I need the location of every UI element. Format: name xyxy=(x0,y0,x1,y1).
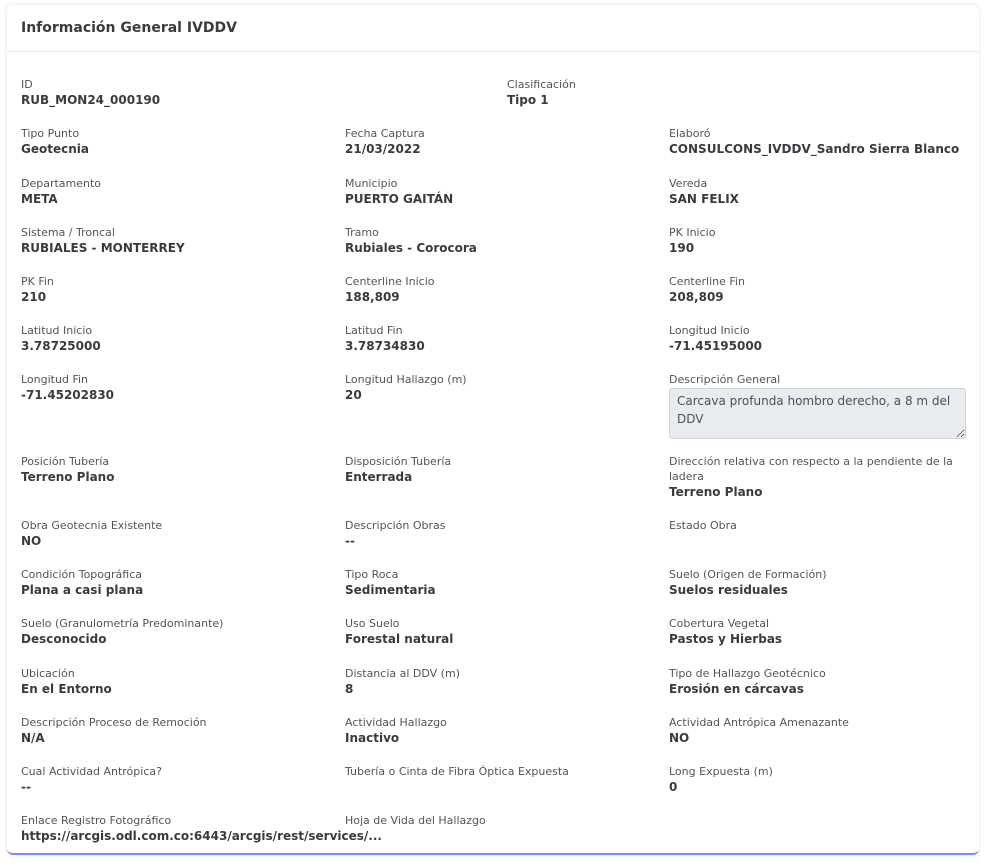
field-label: Longitud Fin xyxy=(21,373,88,386)
field-value: 21/03/2022 xyxy=(345,142,421,156)
field-value: Desconocido xyxy=(21,632,107,646)
field-longitud-hallazgo xyxy=(345,372,645,404)
field-tipo-roca xyxy=(345,567,645,599)
descripcion-general-textarea[interactable] xyxy=(669,388,966,439)
field-value: Enterrada xyxy=(345,470,413,484)
field-departamento xyxy=(21,176,321,208)
field-sistema-troncal xyxy=(21,225,321,257)
field-value: 3.78725000 xyxy=(21,339,101,353)
field-label: Fecha Captura xyxy=(345,127,425,140)
field-value: NO xyxy=(669,731,690,745)
field-label: Tipo Punto xyxy=(21,127,80,140)
field-label: Longitud Hallazgo (m) xyxy=(345,373,467,386)
field-longitud-inicio xyxy=(669,323,969,355)
field-value: Suelos residuales xyxy=(669,583,788,597)
field-enlace-registro xyxy=(21,813,382,845)
field-label: Cual Actividad Antrópica? xyxy=(21,765,162,778)
field-value: 208,809 xyxy=(669,290,724,304)
field-posicion-tuberia xyxy=(21,454,321,486)
field-label: Hoja de Vida del Hallazgo xyxy=(345,814,486,827)
field-tuberia-fibra xyxy=(345,764,645,779)
field-tramo xyxy=(345,225,645,257)
field-value: RUBIALES - MONTERREY xyxy=(21,241,185,255)
field-label: Descripción Obras xyxy=(345,519,446,532)
field-tipo-hallazgo xyxy=(669,666,969,698)
field-label: Suelo (Origen de Formación) xyxy=(669,568,827,581)
field-label: Centerline Inicio xyxy=(345,275,435,288)
field-cual-actividad xyxy=(21,764,321,796)
field-pk-fin xyxy=(21,274,321,306)
field-centerline-inicio xyxy=(345,274,645,306)
field-pk-inicio xyxy=(669,225,969,257)
field-hoja-vida xyxy=(345,813,645,828)
field-value: META xyxy=(21,192,58,206)
field-fecha-captura xyxy=(345,126,645,158)
field-value: 190 xyxy=(669,241,695,255)
field-value: Inactivo xyxy=(345,731,400,745)
field-distancia-ddv xyxy=(345,666,645,698)
field-label: Latitud Fin xyxy=(345,324,403,337)
field-label: Enlace Registro Fotográfico xyxy=(21,814,172,827)
field-label: PK Fin xyxy=(21,275,54,288)
field-value: 210 xyxy=(21,290,47,304)
field-uso-suelo xyxy=(345,616,645,648)
field-latitud-inicio xyxy=(21,323,321,355)
field-descripcion-obras xyxy=(345,518,645,550)
field-label: Tramo xyxy=(345,226,379,239)
field-label: Latitud Inicio xyxy=(21,324,93,337)
field-label: Elaboró xyxy=(669,127,711,140)
field-value: Terreno Plano xyxy=(669,485,763,499)
field-suelo-granulometria xyxy=(21,616,321,648)
field-longitud-fin xyxy=(21,372,321,404)
field-value: CONSULCONS_IVDDV_Sandro Sierra Blanco xyxy=(669,142,960,156)
field-value: N/A xyxy=(21,731,45,745)
field-label: Obra Geotecnia Existente xyxy=(21,519,163,532)
field-value: Rubiales - Corocora xyxy=(345,241,477,255)
field-label: PK Inicio xyxy=(669,226,716,239)
field-value: NO xyxy=(21,534,42,548)
field-label: Descripción General xyxy=(669,373,781,386)
field-direccion-relativa xyxy=(669,454,969,501)
field-actividad-hallazgo xyxy=(345,715,645,747)
field-tipo-punto xyxy=(21,126,321,158)
field-value: -71.45202830 xyxy=(21,388,115,402)
field-label: Tipo de Hallazgo Geotécnico xyxy=(669,667,826,680)
field-disposicion-tuberia xyxy=(345,454,645,486)
field-label: Posición Tubería xyxy=(21,455,110,468)
field-label: Longitud Inicio xyxy=(669,324,750,337)
field-value: En el Entorno xyxy=(21,682,112,696)
field-value: -71.45195000 xyxy=(669,339,763,353)
field-label: Disposición Tubería xyxy=(345,455,452,468)
field-cobertura-vegetal xyxy=(669,616,969,648)
field-label: Condición Topográfica xyxy=(21,568,142,581)
field-label: Sistema / Troncal xyxy=(21,226,115,239)
field-value: Forestal natural xyxy=(345,632,454,646)
field-value: -- xyxy=(345,534,355,548)
field-id xyxy=(21,77,321,109)
field-label: Dirección relativa con respecto a la pendiente de la ladera xyxy=(669,455,953,483)
field-label: Actividad Hallazgo xyxy=(345,716,447,729)
field-label: Cobertura Vegetal xyxy=(669,617,770,630)
field-obra-geotecnia xyxy=(21,518,321,550)
field-label: Tubería o Cinta de Fibra Óptica Expuesta xyxy=(345,765,569,778)
field-label: Estado Obra xyxy=(669,519,737,532)
field-value: Terreno Plano xyxy=(21,470,115,484)
field-label: Ubicación xyxy=(21,667,75,680)
field-actividad-antropica xyxy=(669,715,969,747)
field-value: RUB_MON24_000190 xyxy=(21,93,161,107)
field-value: -- xyxy=(21,780,31,794)
field-descripcion-remocion xyxy=(21,715,321,747)
field-latitud-fin xyxy=(345,323,645,355)
field-label: Actividad Antrópica Amenazante xyxy=(669,716,849,729)
field-value: PUERTO GAITÁN xyxy=(345,192,454,206)
field-label: Municipio xyxy=(345,177,398,190)
field-value: Erosión en cárcavas xyxy=(669,682,804,696)
field-label: Vereda xyxy=(669,177,708,190)
field-value: 188,809 xyxy=(345,290,400,304)
field-value: Geotecnia xyxy=(21,142,89,156)
field-condicion-topografica xyxy=(21,567,321,599)
card-title: Información General IVDDV xyxy=(21,20,237,36)
field-label: Departamento xyxy=(21,177,102,190)
field-value: 8 xyxy=(345,682,354,696)
field-label: Suelo (Granulometría Predominante) xyxy=(21,617,224,630)
field-municipio xyxy=(345,176,645,208)
field-value: Tipo 1 xyxy=(507,93,549,107)
field-value: Sedimentaria xyxy=(345,583,436,597)
field-label: Uso Suelo xyxy=(345,617,400,630)
info-card xyxy=(7,5,979,855)
field-label: Descripción Proceso de Remoción xyxy=(21,716,207,729)
field-label: Centerline Fin xyxy=(669,275,745,288)
field-value: Pastos y Hierbas xyxy=(669,632,783,646)
field-elaboro xyxy=(669,126,969,158)
field-label: ID xyxy=(21,78,33,91)
card-header xyxy=(7,5,979,52)
field-clasificacion xyxy=(507,77,807,109)
field-long-expuesta xyxy=(669,764,969,796)
field-value: SAN FELIX xyxy=(669,192,739,206)
field-label: Tipo Roca xyxy=(345,568,399,581)
field-ubicacion xyxy=(21,666,321,698)
field-label: Clasificación xyxy=(507,78,576,91)
field-label: Long Expuesta (m) xyxy=(669,765,773,778)
field-centerline-fin xyxy=(669,274,969,306)
enlace-registro-link[interactable]: https://arcgis.odl.com.co:6443/arcgis/rest/services/... xyxy=(21,829,382,843)
field-value: 3.78734830 xyxy=(345,339,425,353)
field-value: 20 xyxy=(345,388,362,402)
field-value: 0 xyxy=(669,780,678,794)
field-descripcion-general xyxy=(669,372,969,439)
field-label: Distancia al DDV (m) xyxy=(345,667,460,680)
field-vereda xyxy=(669,176,969,208)
field-value: Plana a casi plana xyxy=(21,583,144,597)
field-suelo-origen xyxy=(669,567,969,599)
field-estado-obra xyxy=(669,518,969,533)
